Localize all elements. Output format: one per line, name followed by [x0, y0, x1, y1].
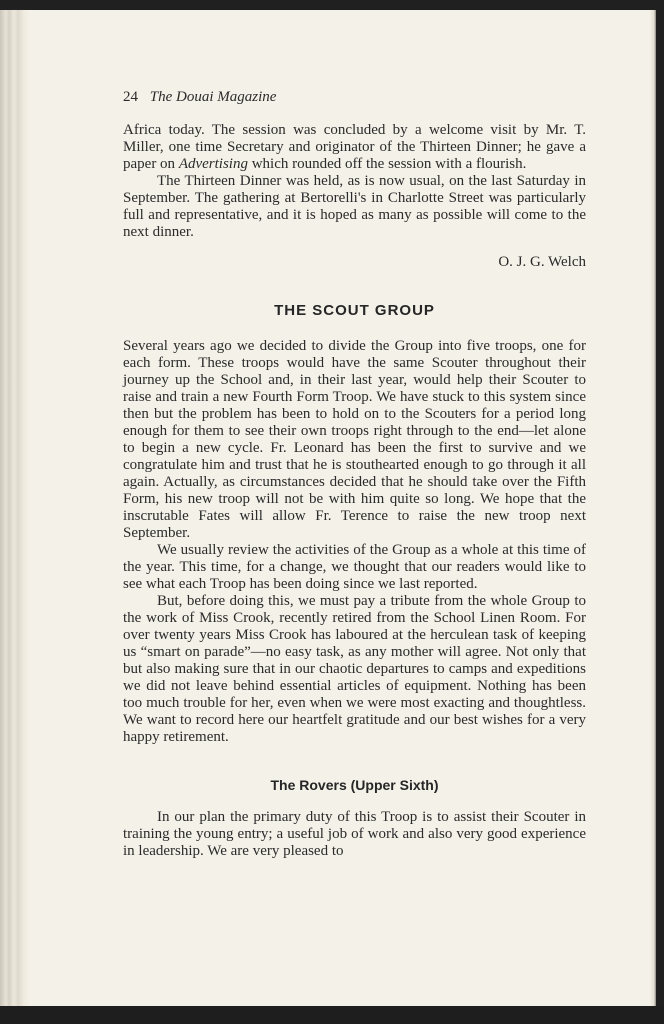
- magazine-title: The Douai Magazine: [149, 89, 277, 105]
- scan-bottom-border: [0, 1006, 664, 1024]
- continued-text-end: which rounded off the session with a flourish.: [247, 156, 527, 172]
- page-number: 24: [123, 89, 138, 105]
- advertising-italic: Advertising: [178, 156, 248, 172]
- running-head: [123, 88, 586, 106]
- scout-paragraph: Several years ago we decided to divide the Group into five troops, one for each form. These troops would have the same Scouter throughout their journey up the School and, in their last year, would help their Scouter to raise and train a new Fourth Form Troop. We have stuck to this system since then but the problem has been to hold on to the Scouters for a period long enough for them to see their own troops right through to the end—let alone to begin a new cycle. Fr. Leonard has been the first to survive and we congratulate him and trust that he is stouthearted enough to go through it all again. Actually, as circumstances decided that he should take over the Fifth Form, his new troop will not be with him quite so long. We hope that the inscrutable Fates will allow Fr. Terence to raise the new troop next September.: [123, 338, 586, 541]
- page-edge: [650, 10, 656, 1006]
- scout-group-heading: THE SCOUT GROUP: [274, 302, 435, 319]
- paper-page: [0, 10, 656, 1006]
- rovers-heading: The Rovers (Upper Sixth): [270, 777, 439, 793]
- book-spine-shadow: [0, 10, 30, 1006]
- scout-paragraph: But, before doing this, we must pay a tribute from the whole Group to the work of Miss Crook, recently retired from the School Linen Room. For over twenty years Miss Crook has laboured at the herculean task of keeping us “smart on parade”—no easy task, as any mother will agree. Not only that but also making sure that in our chaotic departures to camps and expeditions we did not leave behind essential articles of equipment. Nothing has been too much trouble for her, even when we were most exacting and thoughtless. We want to record here our heartfelt gratitude and our best wishes for a very happy retirement.: [123, 593, 586, 745]
- continued-text-start: Africa today. The session was concluded by a welcome visit by Mr. T. Miller, one time Secretary and originator of the Thirteen Dinner; he gave a paper on: [123, 122, 586, 172]
- rovers-paragraph: In our plan the primary duty of this Troop is to assist their Scouter in training the young entry; a useful job of work and also very good experience in leadership. We are very pleased to: [123, 809, 586, 859]
- page-text-block: [123, 88, 586, 860]
- thirteen-dinner-paragraph: The Thirteen Dinner was held, as is now usual, on the last Saturday in September. The gathering at Bertorelli's in Charlotte Street was particularly full and representative, and it is hoped as many as possible will come to the next dinner.: [123, 173, 586, 240]
- continued-paragraph: [123, 122, 586, 173]
- scout-paragraph: We usually review the activities of the Group as a whole at this time of the year. This time, for a change, we thought that our readers would like to see what each Troop has been doing since we last reported.: [123, 542, 586, 592]
- author-signature: O. J. G. Welch: [498, 254, 586, 270]
